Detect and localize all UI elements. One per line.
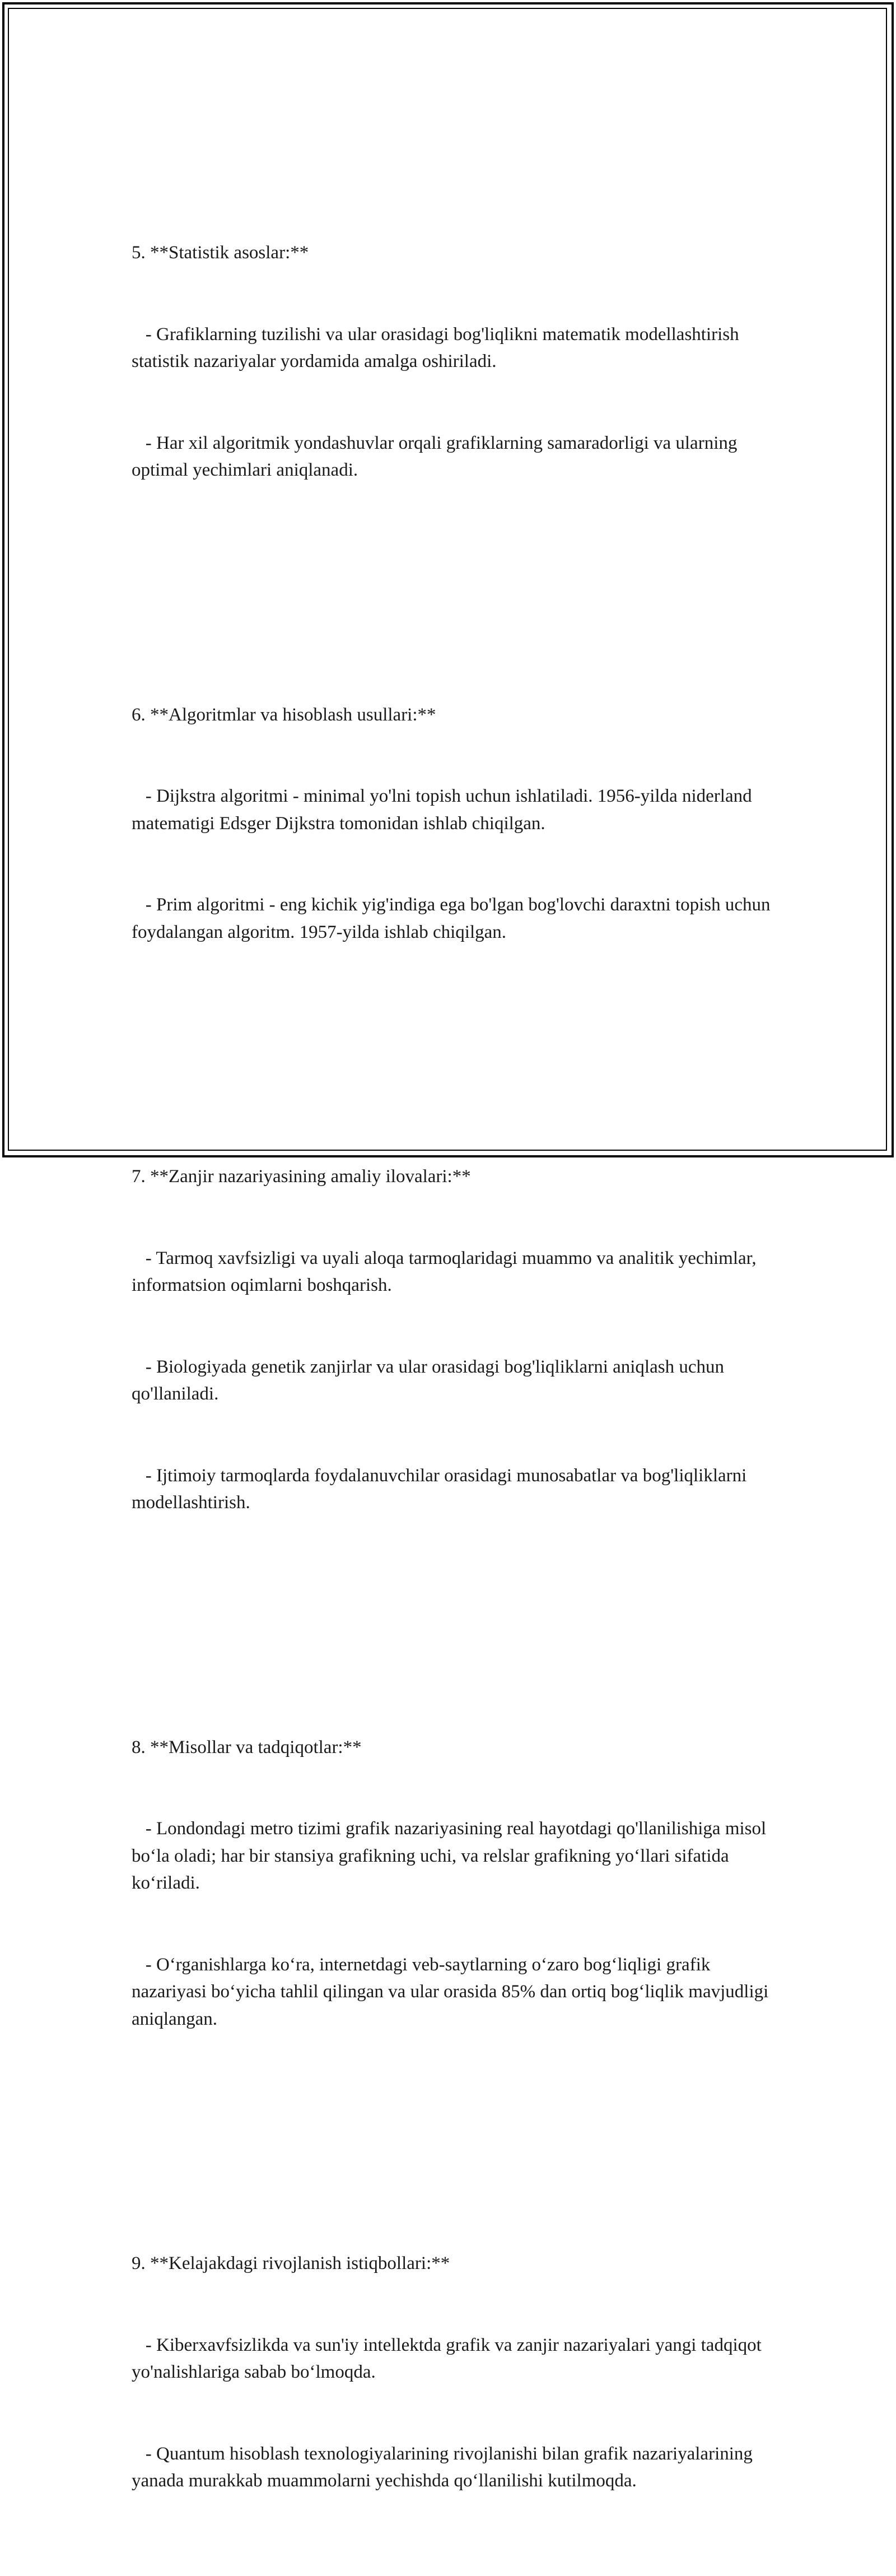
section-heading: 9. **Kelajakdagi rivojlanish istiqbollari:**	[132, 2253, 450, 2273]
list-item: - Londondagi metro tizimi grafik nazariyasining real hayotdagi qo'llanilishiga misol bo‘la oladi; har bir stansiya grafikning uchi, va relslar grafikning yo‘llari sifatida ko‘riladi.	[132, 1819, 771, 1893]
list-item: - Tarmoq xavfsizligi va uyali aloqa tarmoqlaridagi muammo va analitik yechimlar, informatsion oqimlarni boshqarish.	[132, 1248, 761, 1295]
section-statistik-asoslar	[132, 185, 776, 538]
section-misollar	[132, 1680, 776, 2087]
section-heading: 7. **Zanjir nazariyasining amaliy ilovalari:**	[132, 1166, 471, 1187]
list-item: - Biologiyada genetik zanjirlar va ular orasidagi bog'liqliklarni aniqlash uchun qo'llaniladi.	[132, 1356, 729, 1404]
list-item: - O‘rganishlarga ko‘ra, internetdagi veb-saytlarning o‘zaro bog‘liqligi grafik nazariyasi bo‘yicha tahlil qilingan va ular orasida 85% dan ortiq bog‘liqlik mavjudligi aniqlangan.	[132, 1954, 773, 2029]
list-item: - Prim algoritmi - eng kichik yig'indiga ega bo'lgan bog'lovchi daraxtni topish uchun foydalangan algoritm. 1957-yilda ishlab chiqilgan.	[132, 895, 775, 942]
section-kelajak	[132, 2196, 776, 2549]
list-item: - Grafiklarning tuzilishi va ular orasidagi bog'liqlikni matematik modellashtirish statistik nazariyalar yordamida amalga oshiriladi.	[132, 324, 744, 371]
section-zanjir-nazariyasi	[132, 1109, 776, 1571]
list-item: - Dijkstra algoritmi - minimal yo'lni topish uchun ishlatiladi. 1956-yilda niderland matematigi Edsger Dijkstra tomonidan ishlab chiqilgan.	[132, 786, 757, 834]
list-item: - Kiberxavfsizlikda va sun'iy intellektda grafik va zanjir nazariyalari yangi tadqiqot yo'nalishlariga sabab bo‘lmoqda.	[132, 2335, 767, 2382]
section-heading: 5. **Statistik asoslar:**	[132, 243, 309, 263]
list-item: - Har xil algoritmik yondashuvlar orqali grafiklarning samaradorligi va ularning optimal yechimlari aniqlanadi.	[132, 433, 742, 480]
section-algoritmlar	[132, 647, 776, 1001]
section-heading: 6. **Algoritmlar va hisoblash usullari:**	[132, 704, 436, 725]
section-heading: 8. **Misollar va tadqiqotlar:**	[132, 1737, 362, 1757]
list-item: - Quantum hisoblash texnologiyalarining rivojlanishi bilan grafik nazariyalarining yanada murakkab muammolarni yechishda qo‘llanilishi kutilmoqda.	[132, 2443, 758, 2491]
document-body	[132, 131, 776, 2576]
list-item: - Ijtimoiy tarmoqlarda foydalanuvchilar orasidagi munosabatlar va bog'liqliklarni modellashtirish.	[132, 1465, 752, 1513]
